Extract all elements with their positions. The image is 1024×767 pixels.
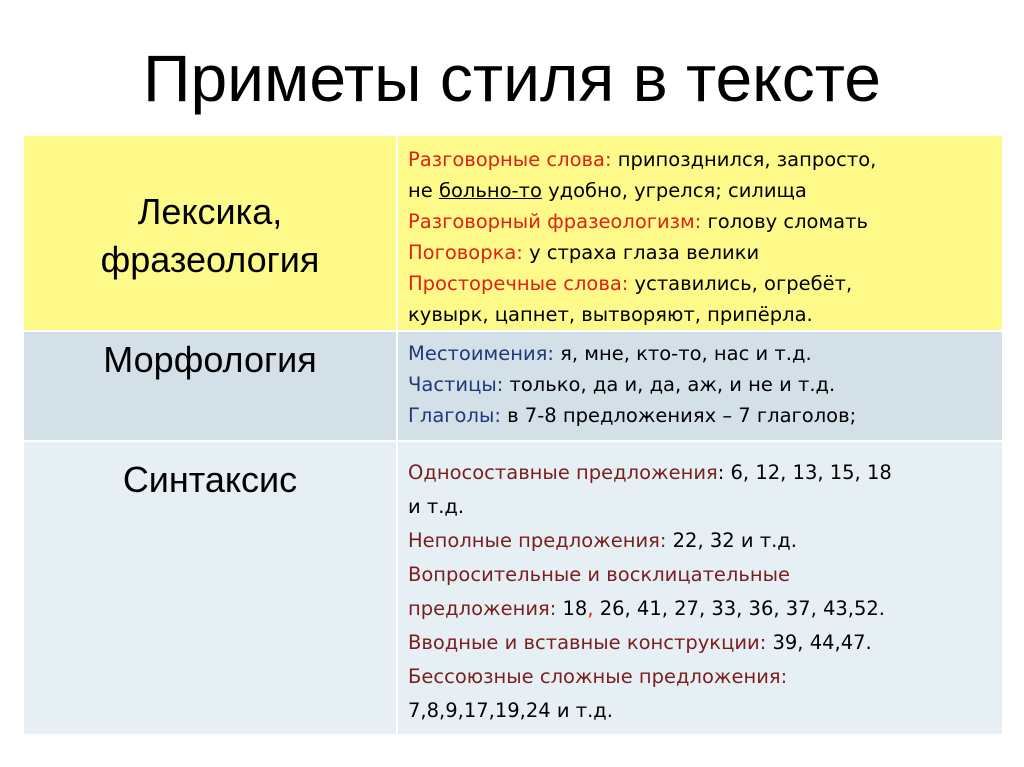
feature-text: и т.д. — [408, 495, 465, 518]
feature-label: Неполные предложения: — [408, 529, 667, 552]
feature-text: : 6, 12, 13, 15, 18 — [717, 461, 892, 484]
feature-asyndetic — [408, 660, 996, 694]
features-lexika — [398, 136, 1002, 330]
feature-label: Местоимения: — [408, 342, 554, 365]
category-lexika-line1: Лексика, — [137, 191, 283, 232]
feature-text: уставились, огребёт, — [628, 272, 853, 295]
feature-text: припозднился, запросто, — [611, 148, 877, 171]
category-lexika — [24, 136, 396, 284]
feature-label: Просторечные слова: — [408, 272, 629, 295]
feature-incomplete — [408, 524, 996, 558]
feature-verbs — [408, 400, 996, 431]
feature-one-part — [408, 456, 996, 490]
feature-vernacular-cont — [408, 299, 996, 330]
feature-introductory — [408, 626, 996, 660]
category-cell-morphology — [23, 331, 397, 441]
feature-colloquial-words — [408, 144, 996, 175]
row-syntax — [23, 441, 1003, 735]
slide-title: Приметы стиля в тексте — [143, 41, 881, 115]
feature-text: 7,8,9,17,19,24 и т.д. — [408, 699, 613, 722]
feature-label: Разговорный фразеологизм: — [408, 210, 702, 233]
feature-label: Поговорка: — [408, 241, 523, 264]
feature-label: Односоставные предложения — [408, 461, 718, 484]
feature-label: Разговорные слова: — [408, 148, 612, 171]
feature-one-part-cont — [408, 490, 996, 524]
feature-text: 22, 32 и т.д. — [666, 529, 797, 552]
feature-text: голову сломать — [701, 210, 868, 233]
category-lexika-line2: фразеология — [100, 239, 320, 280]
feature-label: Вводные и вставные конструкции: — [408, 631, 767, 654]
feature-label: Бессоюзные сложные предложения: — [408, 665, 788, 688]
features-syntax — [398, 442, 1002, 728]
feature-colloquial-words-cont — [408, 175, 996, 206]
category-syntax: Синтаксис — [122, 459, 298, 500]
underlined-word: больно-то — [438, 179, 542, 202]
feature-saying — [408, 237, 996, 268]
feature-colloquial-idiom — [408, 206, 996, 237]
features-cell-syntax — [397, 441, 1003, 735]
category-cell-lexika — [23, 135, 397, 331]
row-morphology — [23, 331, 1003, 441]
feature-text: у страха глаза велики — [522, 241, 760, 264]
features-morphology — [398, 332, 1002, 431]
feature-text: не — [408, 179, 439, 202]
feature-vernacular — [408, 268, 996, 299]
feature-text: 18 — [556, 597, 588, 620]
feature-text: я, мне, кто-то, нас и т.д. — [553, 342, 812, 365]
features-cell-morphology — [397, 331, 1003, 441]
feature-text: кувырк, цапнет, вытворяют, припёрла. — [408, 303, 813, 326]
feature-label: предложения: — [408, 597, 557, 620]
category-morphology: Морфология — [103, 339, 317, 380]
feature-text: 26, 41, 27, 33, 36, 37, 43,52. — [593, 597, 885, 620]
feature-pronouns — [408, 338, 996, 369]
feature-text: в 7-8 предложениях – 7 глаголов; — [500, 404, 857, 427]
features-cell-lexika — [397, 135, 1003, 331]
feature-asyndetic-cont — [408, 694, 996, 728]
feature-interrogative-cont — [408, 592, 996, 626]
style-features-table — [22, 134, 1004, 736]
row-lexika — [23, 135, 1003, 331]
feature-label: Глаголы: — [408, 404, 501, 427]
red-comma: , — [587, 597, 594, 620]
feature-particles — [408, 369, 996, 400]
category-cell-syntax — [23, 441, 397, 735]
feature-text: 39, 44,47. — [766, 631, 872, 654]
feature-interrogative — [408, 558, 996, 592]
feature-text: только, да и, да, аж, и не и т.д. — [503, 373, 836, 396]
feature-text: удобно, угрелся; силища — [541, 179, 807, 202]
feature-label: Вопросительные и восклицательные — [408, 563, 791, 586]
feature-label: Частицы: — [408, 373, 504, 396]
